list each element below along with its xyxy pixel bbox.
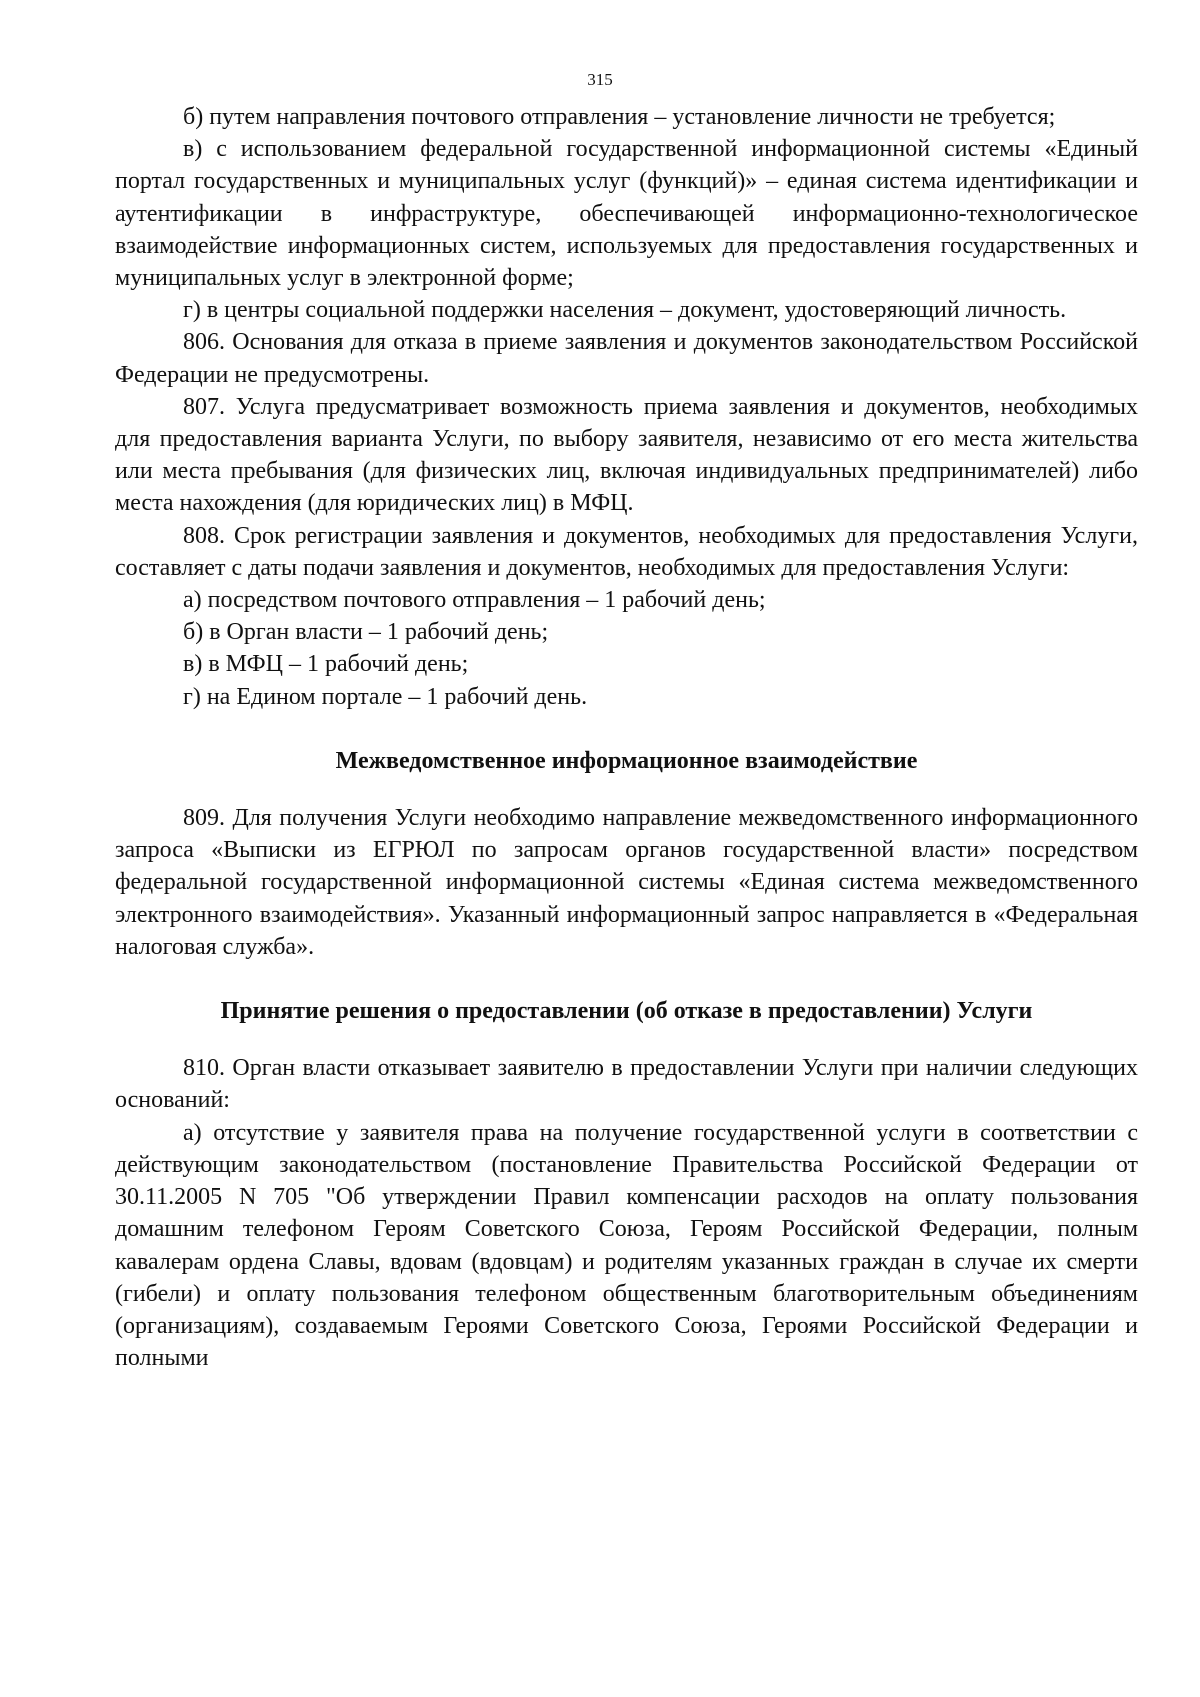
section-heading-decision: Принятие решения о предоставлении (об отказе в предоставлении) Услуги xyxy=(220,998,1033,1025)
spacer xyxy=(115,963,1138,995)
paragraph-809: 809. Для получения Услуги необходимо направление межведомственного информационного запроса «Выписки из ЕГРЮЛ по запросам органов государственной власти» посредством федеральной государственной информационной системы «Единая система межведомственного электронного взаимодействия». Указанный информационный запрос направляется в «Федеральная налоговая служба». xyxy=(115,805,1138,960)
paragraph-806: 806. Основания для отказа в приеме заявления и документов законодательством Российской Федерации не предусмотрены. xyxy=(115,329,1138,388)
list-item-v: в) в МФЦ – 1 рабочий день; xyxy=(183,651,469,678)
paragraph-807: 807. Услуга предусматривает возможность приема заявления и документов, необходимых для предоставления варианта Услуги, по выбору заявителя, независимо от его места жительства или места пребывания (для физических лиц, включая индивидуальных предпринимателей) либо места нахождения (для юридических лиц) в МФЦ. xyxy=(115,393,1138,517)
spacer xyxy=(115,713,1138,745)
spacer xyxy=(115,777,1138,802)
paragraph-g-social-centers: г) в центры социальной поддержки населения – документ, удостоверяющий личность. xyxy=(183,297,1067,324)
spacer xyxy=(115,1027,1138,1052)
paragraph-810: 810. Орган власти отказывает заявителю в предоставлении Услуги при наличии следующих оснований: xyxy=(115,1055,1138,1114)
list-item-g: г) на Едином портале – 1 рабочий день. xyxy=(183,683,588,710)
list-item-a: а) посредством почтового отправления – 1 рабочий день; xyxy=(183,587,766,614)
paragraph-810-a: а) отсутствие у заявителя права на получение государственной услуги в соответствии с действующим законодательством (постановление Правительства Российской Федерации от 30.11.2005 N 705 "Об утверждении Правил компенсации расходов на оплату пользования домашним телефоном Героям Советского Союза, Героям Российской Федерации, полным кавалерам ордена Славы, вдовам (вдовцам) и родителям указанных граждан в случае их смерти (гибели) и оплату пользования телефоном общественным благотворительным объединениям (организациям), создаваемым Героями Советского Союза, Героями Российской Федерации и полными xyxy=(115,1119,1138,1372)
page-number: 315 xyxy=(587,70,613,89)
section-heading-interagency: Межведомственное информационное взаимодействие xyxy=(335,747,918,774)
paragraph-808: 808. Срок регистрации заявления и документов, необходимых для предоставления Услуги, составляет с даты подачи заявления и документов, необходимых для предоставления Услуги: xyxy=(115,522,1138,581)
document-body xyxy=(115,101,1138,1374)
paragraph-v-federal-system: в) с использованием федеральной государственной информационной системы «Единый портал государственных и муниципальных услуг (функций)» – единая система идентификации и аутентификации в инфраструктуре, обеспечивающей информационно-технологическое взаимодействие информационных систем, используемых для предоставления государственных и муниципальных услуг в электронной форме; xyxy=(115,136,1138,292)
list-item-b: б) в Орган власти – 1 рабочий день; xyxy=(183,619,549,646)
paragraph-b-postal: б) путем направления почтового отправления – установление личности не требуется; xyxy=(183,104,1056,130)
